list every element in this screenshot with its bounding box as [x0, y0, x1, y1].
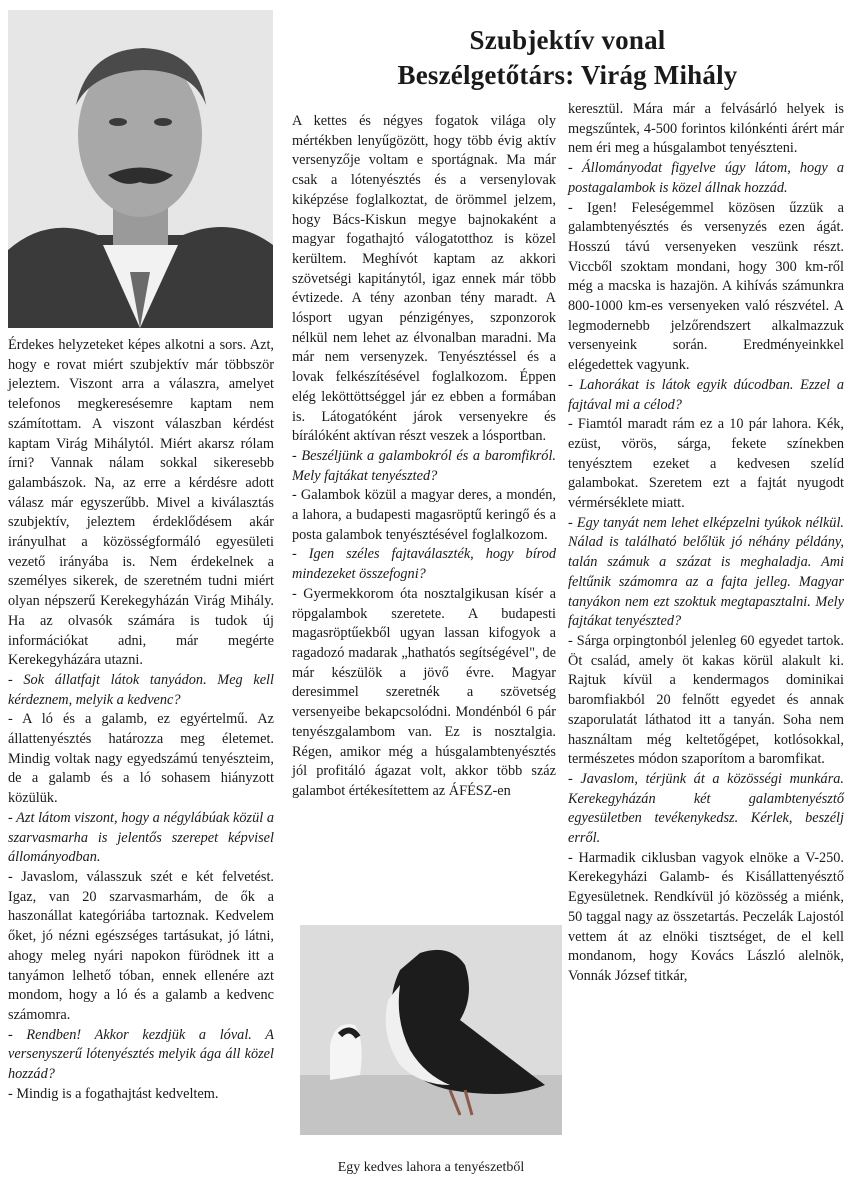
question: - Egy tanyát nem lehet elképzelni tyúkok nélkül. Nálad is található belőlük jó néhány példány, talán számuk a százat is meghaladja. Ami feltűnik számomra az a fajta jelleg. Magyar tanyákon nem ezt szoktuk megtapasztalni. Mely fajtákat tenyészted? — [568, 514, 844, 630]
text-column-2 — [292, 112, 556, 802]
article-subtitle: Beszélgetőtárs: Virág Mihály — [397, 60, 738, 90]
paragraph: - Galambok közül a magyar deres, a mondén, a lahora, a budapesti magasröptű keringő és a posta galambok tenyésztésével foglalkozom. — [292, 487, 556, 543]
text-column-1 — [8, 336, 274, 1104]
paragraph: - Javaslom, válasszuk szét e két felvetést. Igaz, van 20 szarvasmarhám, de ők a haszonállat kategóriába tartoznak. Kedvelem őket, jó nézni egészséges tartásukat, jó látni, ahogy meleg nyári napokon fürödnek itt a tanyámon lelhető tóban, ennek ellenére azt mondom, hogy a ló és a galamb a kedvenc számomra. — [8, 868, 274, 1023]
paragraph: - Igen! Feleségemmel közösen űzzük a galambtenyésztés és versenyzés ezen ágát. Hosszú távú versenyeken veszünk részt. Viccből szoktam mondani, hogy 300 km-ről még a macska is hazajön. A kihívás számunkra 800-1000 km-es versenyeken való részvétel. A legmodernebb jelzőrendszert alkalmazzuk versenyeink során. Eredményeinkkel elégedettek vagyunk. — [568, 199, 844, 374]
paragraph: - Fiamtól maradt rám ez a 10 pár lahora. Kék, ezüst, vörös, sárga, fekete színekben tenyésztem ezeket a kedvesen szelíd galambokat. Szeretem ezt a fajtát nyugodt vérmérséklete miatt. — [568, 416, 844, 512]
article-title: Szubjektív vonal — [469, 25, 666, 55]
paragraph: - A ló és a galamb, ez egyértelmű. Az állattenyésztés határozza meg életemet. Mindig voltak nagy egyedszámú tenyészteim, de a galamb és a ló sohasem hiányzott közülük. — [8, 711, 274, 807]
question: - Rendben! Akkor kezdjük a lóval. A versenyszerű lótenyésztés melyik ága áll közel hozzád? — [8, 1026, 274, 1083]
portrait-photo — [8, 10, 273, 328]
paragraph: - Gyermekkorom óta nosztalgikusan kísér a röpgalambok szeretete. A budapesti magasröptűekből ugyan lassan kifogyok a ragadozó madarak „hathatós segítségével", de már készülök a jövő évre. Magyar deresimmel szeretnék a szövetség versenyeibe bekapcsolódni. Mondénból 6 pár tenyészgalambom van. Ez is nosztalgia. Régen, amikor még a húsgalambtenyésztés jól profitáló ágazat volt, akkor több száz galambot értékesítettem az ÁFÉSZ-en — [292, 585, 556, 799]
question: - Beszéljünk a galambokról és a baromfikról. Mely fajtákat tenyészted? — [292, 447, 556, 484]
paragraph: Érdekes helyzeteket képes alkotni a sors. Azt, hogy e rovat miért szubjektív már többször jeleztem. Viszont arra a válaszra, amelyet telefonos megkeresésemre kaptam nem számítottam. A viszont válaszban kérdést kaptam Virág Mihálytól. Miért akarsz rólam írni? Vannak nálam sokkal sikeresebb galambászok. Na, az erre a kérdésre adott válasz már egyszerűbb. Mivel a kiválasztás szubjektív, jeleztem érdeklődésem akár irányulhat a közösségformáló egyesületi vezető irányába is. Nem érdekelnek a személyes sikerek, de szeretném tudni miért olyan népszerű Kerekegyházán Virág Mihály. Ha az olvasók számára is tudok új információkat adni, már megérte Kerekegyházára utazni. — [8, 337, 274, 669]
question: - Azt látom viszont, hogy a négylábúak közül a szarvasmarha is jelentős szerepet képvisel állományodban. — [8, 809, 274, 866]
paragraph: keresztül. Mára már a felvásárló helyek is megszűntek, 4-500 forintos kilónkénti árért már nem éri meg a húsgalambot tenyészteni. — [568, 101, 844, 157]
paragraph: - Sárga orpingtonból jelenleg 60 egyedet tartok. Öt család, amely öt kakas körül alakult ki. Rajtuk kívül a kendermagos dominikai baromfiakból 20 felnőtt egyedet és annak szaporulatát láthatod itt a tanyán. Soha nem használtam még keltetőgépet, kotlósokkal, természetes módon szaporítom a baromfikat. — [568, 632, 844, 768]
text-column-3 — [568, 100, 844, 987]
question: - Javaslom, térjünk át a közösségi munkára. Kerekegyházán két galambtenyésztő egyesületben tevékenykedsz. Kérlek, beszélj erről. — [568, 770, 844, 847]
paragraph: - Harmadik ciklusban vagyok elnöke a V-250. Kerekegyházi Galamb- és Kisállattenyésztő Egyesületnek. Rendkívül jó közösség a miénk, 50 taggal nagy az összetartás. Peczelák Lajostól vettem át az elnöki tisztséget, de el kell mondanom, hogy Kovács László alelnök, Vonnák József titkár, — [568, 849, 844, 984]
question: - Sok állatfajt látok tanyádon. Meg kell kérdeznem, melyik a kedvenc? — [8, 671, 274, 708]
paragraph: - Mindig is a fogathajtást kedveltem. — [8, 1085, 219, 1102]
paragraph: A kettes és négyes fogatok világa oly mértékben lenyűgözött, hogy több évig aktív versenyzője voltam e sportágnak. Ma már csak a lótenyésztés és a versenylovak kiképzése foglalkoztat, de örömmel jelzem, hogy Bács-Kiskun megye bajnokaként a magyar fogathajtó válogatotthoz is közel kerültem. Meghívót kaptam az akkori szövetségi kapitánytól, igaz ennek már több évtizede. A tény azonban tény maradt. A lósport ugyan pénzigényes, szponzorok nélkül nem lehet az élvonalban maradni. Ma már nem versenyzek. Tenyésztéssel és a lovak felkészítésével foglalkozom. Éppen elég leköttöttséggel jár ez ebben a formában is. Látogatóként járok versenyekre és bírálóként aktívan részt veszek a lósportban. — [292, 113, 556, 445]
pigeon-photo — [300, 925, 562, 1135]
photo-caption: Egy kedves lahora a tenyészetből — [337, 1160, 525, 1175]
question: - Állományodat figyelve úgy látom, hogy a postagalambok is közel állnak hozzád. — [568, 160, 844, 196]
question: - Lahorákat is látok egyik dúcodban. Ezzel a fajtával mi a célod? — [568, 376, 844, 413]
question: - Igen széles fajtaválaszték, hogy bírod mindezeket összefogni? — [292, 546, 556, 583]
